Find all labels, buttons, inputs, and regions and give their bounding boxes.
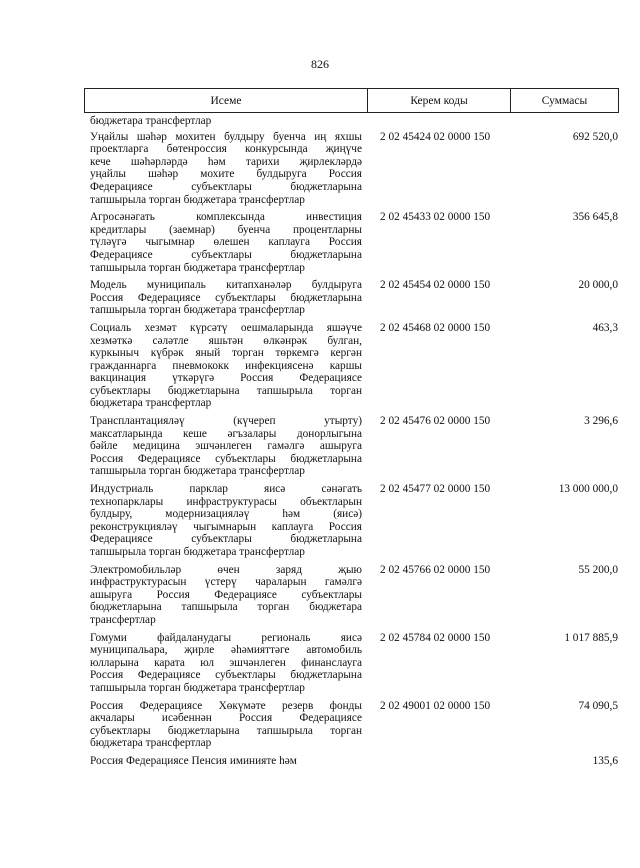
row-name-line: Индустриаль парклар яисә сәнәгать — [90, 483, 362, 496]
row-code: 2 02 45477 02 0000 150 — [380, 483, 491, 496]
row-name-line: ашыруга Россия Федерациясе субъектлары — [90, 588, 362, 601]
row-name — [90, 131, 362, 207]
row-sum: 135,6 — [592, 754, 618, 767]
row-name — [90, 211, 362, 274]
row-name-line: тапшырыла торган бюджетара трансфертлар — [90, 681, 305, 694]
row-sum: 3 296,6 — [584, 415, 618, 428]
row-name — [90, 755, 362, 768]
row-name-line: бюджетара трансфертлар — [90, 737, 212, 750]
row-name-line: бәйле медицина эшчәнлеген гамәлгә ашыруга — [90, 440, 362, 453]
table-row — [90, 415, 618, 478]
row-sum: 55 200,0 — [578, 563, 618, 576]
table-row — [90, 483, 618, 559]
row-name-line: тапшырыла торган бюджетара трансфертлар — [90, 546, 305, 558]
row-name-line: Федерациясе субъектлары бюджетларына — [90, 248, 362, 261]
row-name-line: Россия Федерациясе субъектлары бюджетларына — [90, 452, 362, 465]
table-row — [90, 211, 618, 274]
row-sum: 692 520,0 — [572, 130, 618, 143]
row-name-line: булдыру, модернизацияләү һәм (яисә) — [90, 508, 362, 521]
row-name-line: Агросәнәгать комплексында инвестиция — [90, 211, 362, 224]
row-name-line: тапшырыла торган бюджетара трансфертлар — [90, 465, 305, 478]
row-name-line: юлларына карата юл эшчәнлеген финанслауга — [90, 656, 362, 669]
row-code: 2 02 45468 02 0000 150 — [380, 321, 491, 334]
row-name-line: Электромобильләр өчен заряд җыю — [90, 563, 362, 576]
row-code: 2 02 45784 02 0000 150 — [380, 631, 491, 644]
budget-table-body — [90, 115, 618, 773]
row-name-line: бюджетара трансфертлар — [90, 397, 212, 410]
row-name-line: Гомуми файдаланудагы региональ яисә — [90, 631, 362, 644]
table-row — [90, 700, 618, 750]
row-name-line: Россия Федерациясе субъектлары бюджетларына — [90, 291, 362, 304]
row-name-line: Социаль хезмәт күрсәтү оешмаларында яшәүче — [90, 321, 362, 334]
row-sum: 463,3 — [592, 321, 618, 334]
row-name — [90, 415, 362, 478]
table-row — [90, 279, 618, 317]
row-sum: 356 645,8 — [572, 211, 618, 224]
row-sum: 13 000 000,0 — [558, 483, 618, 496]
row-name-line: Трансплантацияләү (күчереп утырту) — [90, 415, 362, 428]
row-name-line: тапшырыла торган бюджетара трансфертлар — [90, 193, 305, 206]
table-header — [84, 88, 619, 113]
row-name-line: реконструкцияләү чыгымнарын каплауга Россия — [90, 520, 362, 533]
row-name-line: максатларында кеше әгъзалары донорлыгына — [90, 427, 362, 440]
row-name-line: вакцинация үткәрүгә Россия Федерациясе — [90, 372, 362, 385]
row-name-line: гражданнарга пневмококк инфекциясенә каршы — [90, 359, 362, 372]
row-code: 2 02 45476 02 0000 150 — [380, 415, 491, 428]
row-name-line: Россия Федерациясе Хөкүмәте резерв фонды — [90, 699, 362, 712]
row-name-line: технопарклары инфраструктурасы объектларын — [90, 495, 362, 508]
column-header-sum: Суммасы — [541, 94, 588, 107]
table-row — [90, 755, 618, 768]
continued-row-text: бюджетара трансфертлар — [90, 115, 212, 127]
row-name — [90, 700, 362, 750]
row-name-line: трансфертлар — [90, 613, 156, 626]
row-name — [90, 483, 362, 559]
row-code: 2 02 49001 02 0000 150 — [380, 699, 491, 712]
row-name — [90, 279, 362, 317]
row-name-line: тапшырыла торган бюджетара трансфертлар — [90, 304, 305, 317]
row-sum: 1 017 885,9 — [564, 631, 618, 644]
row-name-line: тапшырыла торган бюджетара трансфертлар — [90, 261, 305, 274]
row-name-line: куркыныч күбрәк яный торган төркемгә кергән — [90, 347, 362, 360]
row-name-line: Уңайлы шәһәр мохитен булдыру буенча иң яхшы — [90, 130, 362, 143]
row-name-line: Модель муниципаль китапханәләр булдыруга — [90, 279, 362, 292]
table-row — [90, 322, 618, 410]
table-row — [90, 564, 618, 627]
row-name-line: түләүгә чыгымнар өлешен каплауга Россия — [90, 236, 362, 249]
row-code: 2 02 45454 02 0000 150 — [380, 279, 491, 292]
table-row — [90, 632, 618, 695]
row-name-line: субъектлары бюджетларына тапшырыла торган — [90, 384, 362, 397]
row-name-line: Россия Федерациясе Пенсия иминияте һәм — [90, 754, 297, 767]
row-name — [90, 564, 362, 627]
column-header-code: Керем коды — [368, 89, 511, 112]
row-name-line: субъектлары бюджетларына тапшырыла торган — [90, 724, 362, 737]
table-row — [90, 131, 618, 207]
row-name — [90, 322, 362, 410]
row-name-line: бюджетларына тапшырыла торган бюджетара — [90, 601, 362, 614]
row-name-line: Россия Федерациясе субъектлары бюджетларына — [90, 669, 362, 682]
row-code: 2 02 45433 02 0000 150 — [380, 211, 491, 224]
page-number: 826 — [311, 57, 329, 71]
row-code: 2 02 45424 02 0000 150 — [380, 130, 491, 143]
column-header-name: Исеме — [85, 89, 368, 112]
row-name — [90, 632, 362, 695]
row-name-line: акчалары исәбеннән Россия Федерациясе — [90, 712, 362, 725]
row-name-line: кече шәһәрләрдә һәм тарихи җирлекләрдә — [90, 155, 362, 168]
row-code: 2 02 45766 02 0000 150 — [380, 563, 491, 576]
row-name-line: муниципальара, җирле әһәмияттәге автомобиль — [90, 644, 362, 657]
row-sum: 74 090,5 — [578, 699, 618, 712]
row-name-line: инфраструктурасын үстерү чараларын гамәлгә — [90, 576, 362, 589]
row-name-line: Федерациясе субъектлары бюджетларына — [90, 533, 362, 546]
row-name-line: хезмәткә сәләтле яшьтән өлкәнрәк булган, — [90, 334, 362, 347]
row-name-line: Федерациясе субъектлары бюджетларына — [90, 180, 362, 193]
row-name-line: кредитлары (заемнар) буенча процентларны — [90, 223, 362, 236]
row-name-line: проектларга бөтенроссия конкурсында җиңүче — [90, 143, 362, 156]
row-name-line: уңайлы шәһәр мохите булдыруга Россия — [90, 168, 362, 181]
row-sum: 20 000,0 — [578, 279, 618, 292]
